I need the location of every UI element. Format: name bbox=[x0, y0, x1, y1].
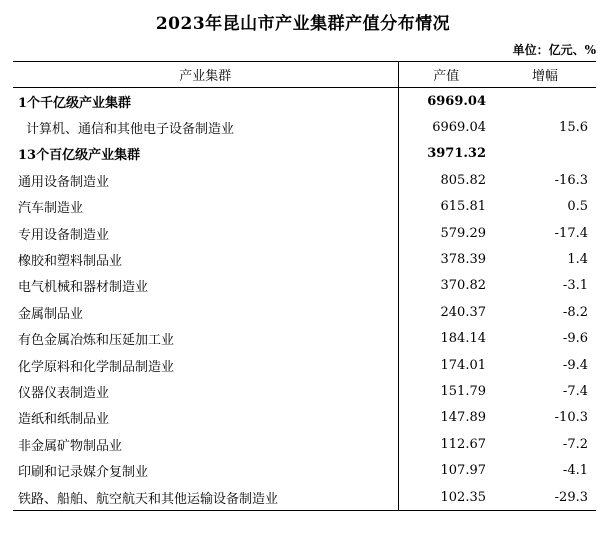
table-row bbox=[13, 484, 596, 511]
output-value-cell: 112.67 bbox=[398, 431, 494, 457]
output-value-cell: 240.37 bbox=[398, 299, 494, 325]
growth-value-cell: -3.1 bbox=[562, 278, 588, 294]
table-row bbox=[13, 220, 596, 246]
industry-name-cell: 非金属矿物制品业 bbox=[18, 438, 123, 454]
table-row bbox=[13, 457, 596, 483]
growth-value-cell: 15.6 bbox=[559, 120, 588, 136]
industry-name-cell: 印刷和记录媒介复制业 bbox=[18, 465, 149, 481]
output-value-cell: 6969.04 bbox=[398, 114, 494, 140]
output-value-cell: 107.97 bbox=[398, 457, 494, 483]
output-value-cell: 370.82 bbox=[398, 273, 494, 299]
growth-value-cell: -29.3 bbox=[494, 484, 596, 511]
table-row bbox=[13, 405, 596, 431]
growth-value-cell: -7.2 bbox=[562, 436, 588, 452]
output-value-cell: 378.39 bbox=[398, 246, 494, 272]
industry-name-cell: 化学原料和化学制品制造业 bbox=[18, 359, 175, 375]
industry-name-cell: 造纸和纸制品业 bbox=[18, 412, 110, 428]
output-value-cell: 174.01 bbox=[398, 352, 494, 378]
table-row bbox=[13, 299, 596, 325]
group-row bbox=[13, 141, 596, 167]
growth-value-cell: -10.3 bbox=[554, 410, 588, 426]
table-title: 2023年昆山市产业集群产值分布情况 bbox=[155, 14, 451, 34]
output-value-cell: 102.35 bbox=[398, 484, 494, 511]
industry-name-cell: 1个千亿级产业集群 bbox=[18, 95, 132, 111]
industry-name-cell: 有色金属冶炼和压延加工业 bbox=[18, 333, 175, 349]
table-row bbox=[13, 273, 596, 299]
industry-name-cell: 计算机、通信和其他电子设备制造业 bbox=[26, 122, 235, 138]
table-row bbox=[13, 167, 596, 193]
output-value-cell: 147.89 bbox=[398, 405, 494, 431]
header-row bbox=[13, 62, 596, 88]
output-value-cell: 615.81 bbox=[398, 194, 494, 220]
table-row bbox=[13, 194, 596, 220]
industry-name-cell: 汽车制造业 bbox=[18, 201, 84, 217]
output-value-cell: 151.79 bbox=[398, 378, 494, 404]
unit-note: 单位：亿元、% bbox=[512, 43, 596, 57]
growth-value-cell: -8.2 bbox=[562, 304, 588, 320]
growth-value-cell: 0.5 bbox=[567, 199, 588, 215]
table-body bbox=[13, 88, 596, 511]
industry-name-cell: 电气机械和器材制造业 bbox=[18, 280, 149, 296]
growth-value-cell: -9.4 bbox=[562, 357, 588, 373]
header-output: 产值 bbox=[398, 62, 494, 88]
table-row bbox=[13, 352, 596, 378]
growth-value-cell: -9.6 bbox=[562, 331, 588, 347]
growth-value-cell bbox=[494, 88, 596, 115]
table-row bbox=[13, 431, 596, 457]
output-value-cell: 3971.32 bbox=[398, 141, 494, 167]
growth-value-cell: -7.4 bbox=[562, 383, 588, 399]
industry-name-cell: 通用设备制造业 bbox=[18, 174, 110, 190]
group-row bbox=[13, 88, 596, 115]
table-row bbox=[13, 326, 596, 352]
growth-value-cell: 1.4 bbox=[567, 252, 588, 268]
industry-cluster-table bbox=[13, 61, 596, 511]
industry-name-cell: 13个百亿级产业集群 bbox=[18, 148, 141, 164]
table-row bbox=[13, 114, 596, 140]
growth-value-cell: -17.4 bbox=[554, 225, 588, 241]
table-row bbox=[13, 378, 596, 404]
industry-name-cell: 仪器仪表制造业 bbox=[18, 385, 110, 401]
industry-name-cell: 专用设备制造业 bbox=[18, 227, 110, 243]
output-value-cell: 805.82 bbox=[398, 167, 494, 193]
table-row bbox=[13, 246, 596, 272]
industry-name-cell: 金属制品业 bbox=[18, 306, 84, 322]
output-value-cell: 184.14 bbox=[398, 326, 494, 352]
header-growth: 增幅 bbox=[494, 62, 596, 88]
growth-value-cell: -16.3 bbox=[554, 172, 588, 188]
header-industry: 产业集群 bbox=[13, 62, 398, 88]
growth-value-cell: -4.1 bbox=[562, 463, 588, 479]
output-value-cell: 579.29 bbox=[398, 220, 494, 246]
industry-name-cell: 橡胶和塑料制品业 bbox=[18, 254, 123, 270]
growth-value-cell bbox=[494, 141, 596, 167]
output-value-cell: 6969.04 bbox=[398, 88, 494, 115]
industry-name-cell: 铁路、船舶、航空航天和其他运输设备制造业 bbox=[13, 484, 398, 511]
